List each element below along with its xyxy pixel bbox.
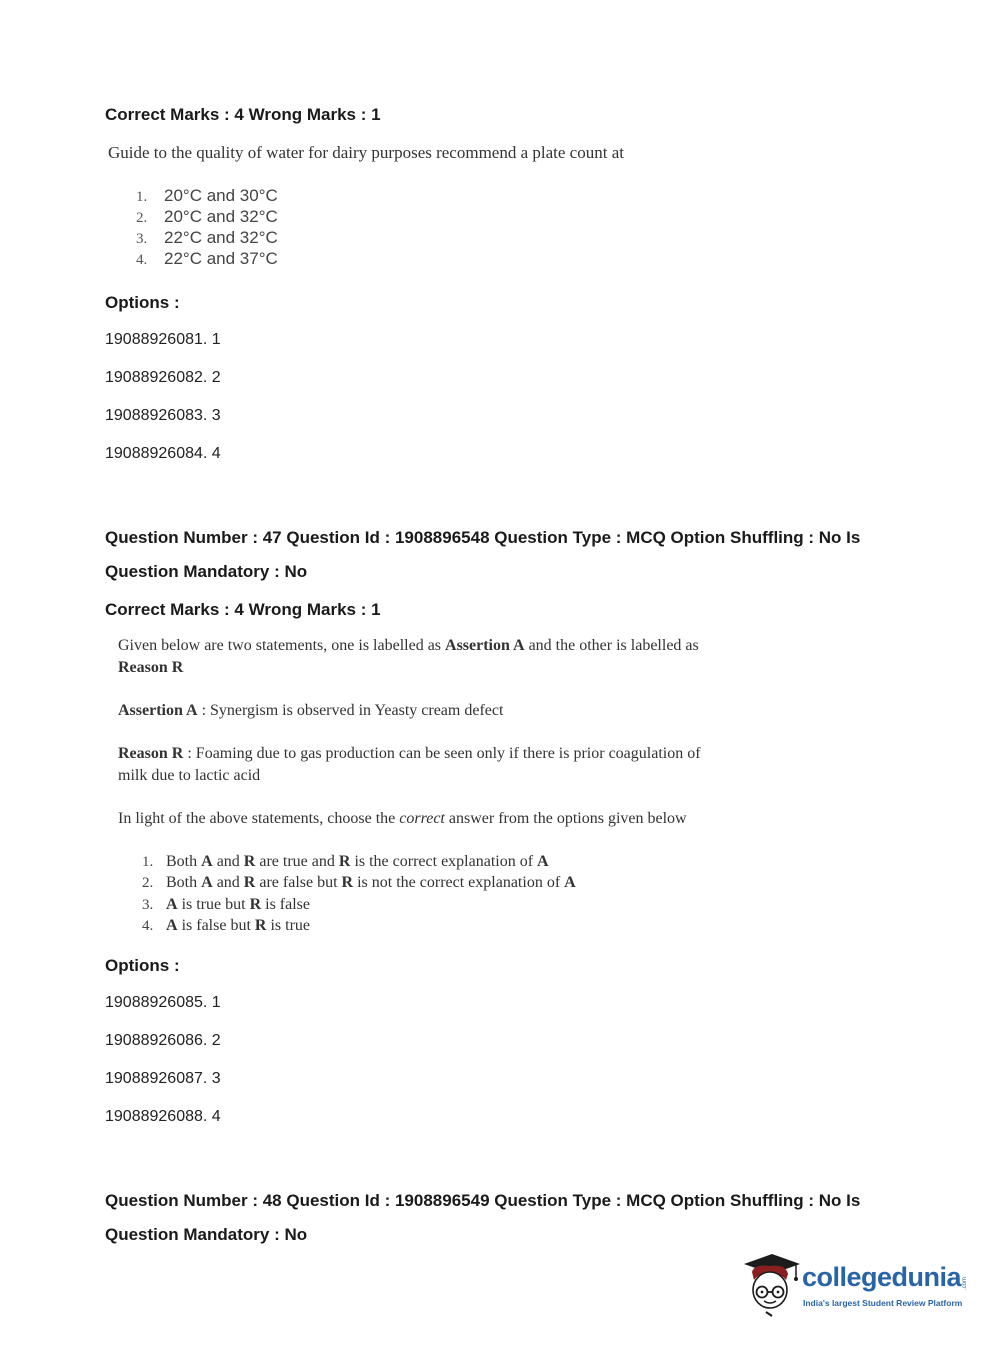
q46-choice-number: 3.: [136, 231, 148, 247]
q47-choice-text: and: [212, 853, 244, 870]
q47-choice-bold: R: [254, 917, 267, 934]
q46-option: 19088926082. 2: [105, 369, 221, 386]
q47-reason-label: Reason R: [118, 745, 184, 762]
q47-option: 19088926088. 4: [105, 1108, 221, 1125]
q47-choice-bold: R: [243, 874, 256, 891]
q47-choice-number: 3.: [142, 897, 154, 913]
q47-instruction: [118, 810, 687, 828]
q47-choice-text: Both: [166, 853, 202, 870]
q47-choice-text: is false but: [177, 917, 255, 934]
q47-choice: [142, 896, 310, 914]
q47-instruction-text: In light of the above statements, choose the: [118, 810, 400, 827]
q47-assertion: [118, 702, 503, 720]
q47-reason-text: : Foaming due to gas production can be seen only if there is prior coagulation of: [183, 745, 701, 762]
q47-choice-bold: R: [341, 874, 354, 891]
q46-choice-number: 1.: [136, 189, 148, 205]
q47-choice-number: 4.: [142, 918, 154, 934]
q46-marks: Correct Marks : 4 Wrong Marks : 1: [105, 105, 381, 124]
q47-choice-text: is false: [261, 896, 310, 913]
student-mascot-icon: [740, 1250, 802, 1318]
q47-choice-bold: A: [166, 896, 178, 913]
q47-choice-bold: R: [338, 853, 351, 870]
q46-choice: [136, 228, 278, 248]
q47-choice: [142, 853, 549, 871]
q47-choice-bold: R: [249, 896, 262, 913]
q47-choice-text: is true: [266, 917, 310, 934]
q47-option: 19088926087. 3: [105, 1070, 221, 1087]
q48-header-line1: Question Number : 48 Question Id : 1908896549 Question Type : MCQ Option Shuffling : No Is: [105, 1191, 861, 1210]
q47-choice-text: Both: [166, 874, 202, 891]
q47-choice-text: are false but: [255, 874, 342, 891]
q47-choice-bold: A: [166, 917, 178, 934]
q47-choice-bold: A: [201, 874, 213, 891]
q47-choice: [142, 874, 576, 892]
q47-intro-text: and the other is labelled as: [524, 637, 699, 654]
q46-choice-text: 22°C and 32°C: [164, 228, 278, 247]
q47-marks: Correct Marks : 4 Wrong Marks : 1: [105, 600, 381, 619]
q47-intro-text: Given below are two statements, one is labelled as: [118, 637, 446, 654]
q47-header-line1: Question Number : 47 Question Id : 1908896548 Question Type : MCQ Option Shuffling : No Is: [105, 528, 861, 547]
q47-reason: [118, 745, 701, 763]
q46-option: 19088926083. 3: [105, 407, 221, 424]
q46-choice-text: 20°C and 32°C: [164, 207, 278, 226]
q47-option: 19088926085. 1: [105, 994, 221, 1011]
q47-intro-line1: [118, 637, 699, 655]
q47-header-line2: Question Mandatory : No: [105, 562, 308, 581]
q46-choice-text: 22°C and 37°C: [164, 249, 278, 268]
q47-choice-text: is true but: [177, 896, 250, 913]
q46-choice: [136, 186, 278, 206]
q47-choice-bold: R: [243, 853, 256, 870]
logo-suffix: .com: [962, 1276, 968, 1290]
collegedunia-logo: [740, 1248, 972, 1320]
q47-choice-number: 1.: [142, 854, 154, 870]
q47-choice-text: is not the correct explanation of: [353, 874, 565, 891]
q47-choice-bold: A: [537, 853, 549, 870]
q46-choice-number: 2.: [136, 210, 148, 226]
q47-assertion-text: : Synergism is observed in Yeasty cream defect: [197, 702, 504, 719]
q46-option: 19088926081. 1: [105, 331, 221, 348]
q47-intro-assertion: Assertion A: [445, 637, 525, 654]
q47-reason-text-line2: milk due to lactic acid: [118, 767, 261, 784]
q46-option: 19088926084. 4: [105, 445, 221, 462]
q47-choice-bold: A: [564, 874, 576, 891]
q46-choice: [136, 249, 278, 269]
q46-question-text: Guide to the quality of water for dairy purposes recommend a plate count at: [108, 143, 624, 162]
q47-option: 19088926086. 2: [105, 1032, 221, 1049]
q47-options-label: Options :: [105, 956, 180, 975]
q47-choice-text: are true and: [255, 853, 339, 870]
q48-header-line2: Question Mandatory : No: [105, 1225, 308, 1244]
q47-choice-text: is the correct explanation of: [350, 853, 538, 870]
logo-name: collegedunia: [802, 1262, 962, 1292]
q46-choice-text: 20°C and 30°C: [164, 186, 278, 205]
q46-choice: [136, 207, 278, 227]
q47-choice-text: and: [212, 874, 244, 891]
logo-tagline: India's largest Student Review Platform: [803, 1298, 963, 1308]
q46-options-label: Options :: [105, 293, 180, 312]
q47-choice-bold: A: [201, 853, 213, 870]
q47-choice-number: 2.: [142, 875, 154, 891]
q47-choice: [142, 917, 310, 935]
q47-assertion-label: Assertion A: [118, 702, 198, 719]
q47-intro-reason: Reason R: [118, 659, 184, 676]
q47-instruction-emphasis: correct: [399, 810, 445, 827]
q47-instruction-text: answer from the options given below: [444, 810, 687, 827]
q46-choice-number: 4.: [136, 252, 148, 268]
